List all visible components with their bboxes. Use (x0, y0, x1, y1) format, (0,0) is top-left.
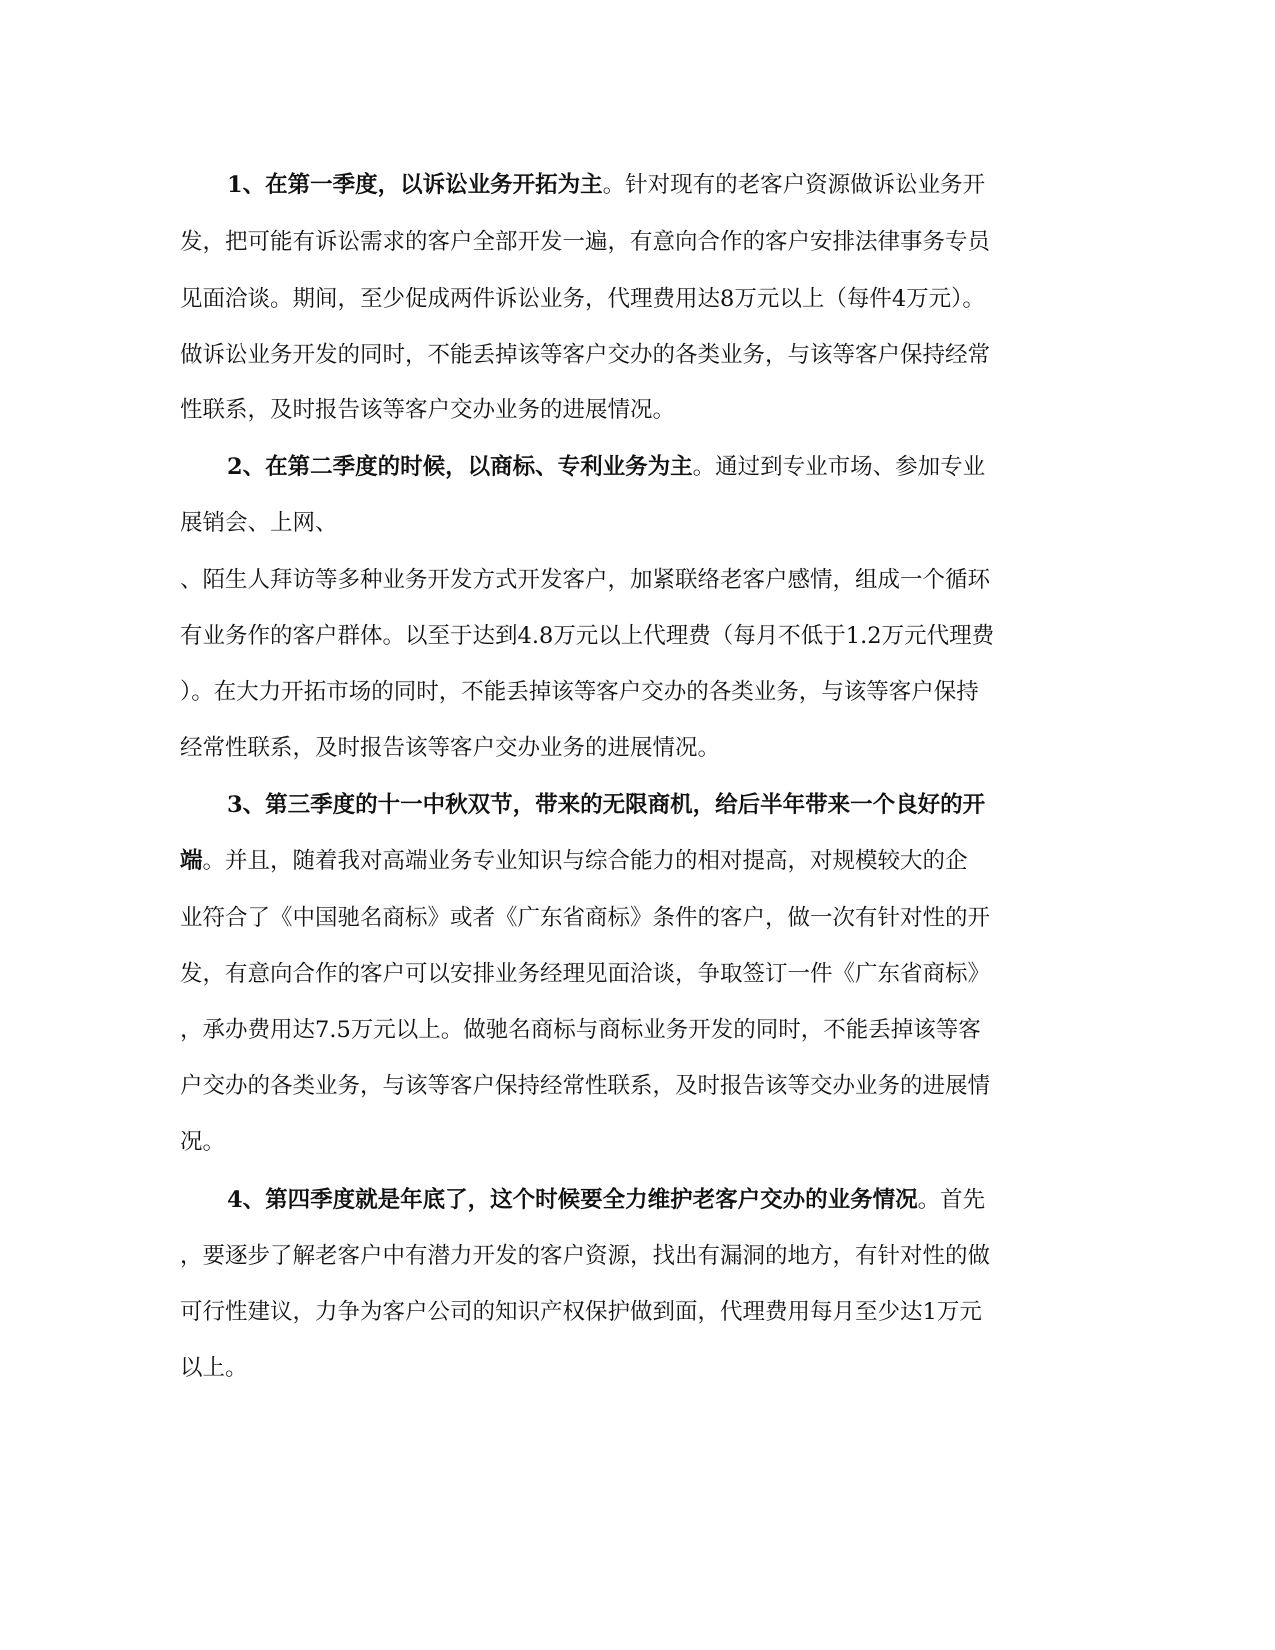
text-run: 可行性建议，力争为客户公司的知识产权保护做到面，代理费用每月至少达1万元 (180, 1299, 982, 1325)
paragraph-2-line-5 (180, 672, 1040, 712)
text-run: 做诉讼业务开发的同时，不能丢掉该等客户交办的各类业务，与该等客户保持经常 (180, 342, 991, 368)
text-run: 、陌生人拜访等多种业务开发方式开发客户，加紧联络老客户感情，组成一个循环 (180, 567, 991, 593)
paragraph-2-heading: 2、在第二季度的时候，以商标、专利业务为主 (227, 454, 693, 480)
paragraph-3-line-3 (180, 898, 1040, 938)
paragraph-1-heading: 1、在第一季度，以诉讼业务开拓为主 (227, 172, 603, 198)
paragraph-3-line-6 (180, 1066, 1040, 1106)
text-run: 有业务作的客户群体。以至于达到4.8万元以上代理费（每月不低于1.2万元代理费 (180, 623, 995, 649)
text-run: 。并且，随着我对高端业务专业知识与综合能力的相对提高，对规模较大的企 (202, 848, 968, 874)
paragraph-3-heading: 3、第三季度的十一中秋双节，带来的无限商机，给后半年带来一个良好的开 (227, 792, 986, 818)
paragraph-3-line-7 (180, 1122, 1040, 1162)
text-run: 见面洽谈。期间，至少促成两件诉讼业务，代理费用达8万元以上（每件4万元）。 (180, 286, 985, 312)
paragraph-3-heading-end: 端 (180, 848, 203, 874)
paragraph-2-line-3 (180, 560, 1040, 600)
text-run: 展销会、上网、 (180, 510, 338, 536)
text-run: 况。 (180, 1129, 226, 1155)
text-run: 户交办的各类业务，与该等客户保持经常性联系，及时报告该等交办业务的进展情 (180, 1073, 991, 1099)
text-run: ）。在大力开拓市场的同时，不能丢掉该等客户交办的各类业务，与该等客户保持 (180, 679, 979, 705)
paragraph-2-line-1 (180, 447, 1087, 487)
paragraph-1-line-3 (180, 279, 1040, 319)
paragraph-1-line-4 (180, 335, 1040, 375)
paragraph-1-line-2 (180, 222, 1040, 262)
paragraph-4-line-3 (180, 1292, 1040, 1332)
text-run: 。通过到专业市场、参加专业 (692, 454, 986, 480)
text-run: 。针对现有的老客户资源做诉讼业务开 (602, 172, 986, 198)
paragraph-4-heading: 4、第四季度就是年底了，这个时候要全力维护老客户交办的业务情况 (227, 1187, 918, 1213)
paragraph-3-line-5 (180, 1010, 1040, 1050)
document-page (180, 0, 1040, 1650)
text-run: 以上。 (180, 1355, 248, 1381)
paragraph-4-line-2 (180, 1236, 1040, 1276)
text-run: ，要逐步了解老客户中有潜力开发的客户资源，找出有漏洞的地方，有针对性的做 (180, 1243, 991, 1269)
text-run: ，承办费用达7.5万元以上。做驰名商标与商标业务开发的同时，不能丢掉该等客 (180, 1017, 981, 1043)
paragraph-3-line-4 (180, 954, 1040, 994)
paragraph-2-line-4 (180, 616, 1040, 656)
paragraph-2-line-2 (180, 503, 1040, 543)
text-run: 性联系，及时报告该等客户交办业务的进展情况。 (180, 397, 676, 423)
paragraph-3-line-2 (180, 841, 1040, 881)
text-run: 业符合了《中国驰名商标》或者《广东省商标》条件的客户，做一次有针对性的开 (180, 905, 991, 931)
paragraph-3-line-1 (180, 785, 1087, 825)
paragraph-2-line-6 (180, 728, 1040, 768)
text-run: 发，有意向合作的客户可以安排业务经理见面洽谈，争取签订一件《广东省商标》 (180, 961, 991, 987)
text-run: 经常性联系，及时报告该等客户交办业务的进展情况。 (180, 735, 721, 761)
text-run: 。首先 (917, 1187, 986, 1213)
paragraph-1-line-5 (180, 390, 1040, 430)
paragraph-1-line-1 (180, 165, 1087, 205)
text-run: 发，把可能有诉讼需求的客户全部开发一遍，有意向合作的客户安排法律事务专员 (180, 229, 991, 255)
paragraph-4-line-1 (180, 1180, 1087, 1220)
paragraph-4-line-4 (180, 1348, 1040, 1388)
